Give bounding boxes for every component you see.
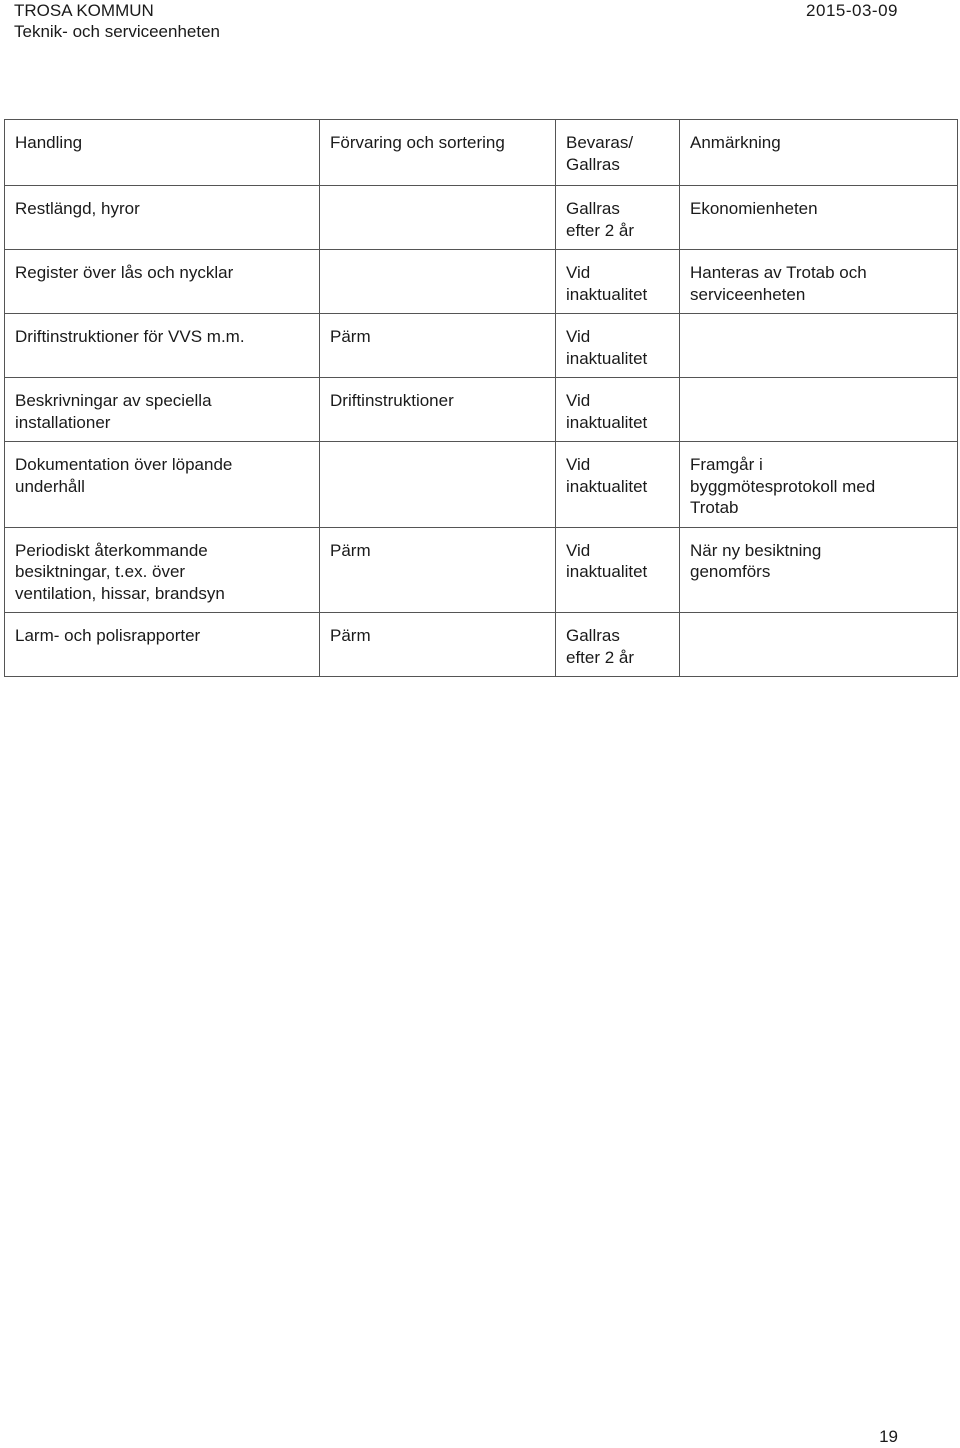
table-cell: Pärm <box>320 613 556 677</box>
table-cell: Ekonomienheten <box>680 186 958 250</box>
table-cell: Driftinstruktioner för VVS m.m. <box>5 314 320 378</box>
table-row <box>5 186 958 250</box>
organization-name: TROSA KOMMUN <box>14 1 154 20</box>
document-header <box>14 0 220 42</box>
table-cell: Pärm <box>320 527 556 613</box>
page-number: 19 <box>879 1427 898 1446</box>
document-date: 2015-03-09 <box>806 1 898 20</box>
table-cell: Dokumentation över löpande underhåll <box>5 442 320 528</box>
table-cell: Register över lås och nycklar <box>5 250 320 314</box>
table-cell: Vid inaktualitet <box>556 378 680 442</box>
table-cell <box>320 250 556 314</box>
table-cell: Vid inaktualitet <box>556 250 680 314</box>
column-header-handling: Handling <box>5 120 320 186</box>
table-cell: Vid inaktualitet <box>556 442 680 528</box>
table-cell: Gallras efter 2 år <box>556 186 680 250</box>
table-cell <box>680 613 958 677</box>
table-row <box>5 613 958 677</box>
column-header-remark: Anmärkning <box>680 120 958 186</box>
department-name: Teknik- och serviceenheten <box>14 22 221 41</box>
table-cell <box>680 378 958 442</box>
table-row <box>5 442 958 528</box>
records-table <box>4 119 958 677</box>
table-cell: Pärm <box>320 314 556 378</box>
table-cell: Larm- och polisrapporter <box>5 613 320 677</box>
table-header-row <box>5 120 958 186</box>
table-row <box>5 527 958 613</box>
table-cell: Vid inaktualitet <box>556 527 680 613</box>
table-cell: Beskrivningar av speciella installationer <box>5 378 320 442</box>
table-cell: Vid inaktualitet <box>556 314 680 378</box>
table-cell: Restlängd, hyror <box>5 186 320 250</box>
table-cell: Driftinstruktioner <box>320 378 556 442</box>
table-cell: Framgår i byggmötesprotokoll med Trotab <box>680 442 958 528</box>
table-cell: Hanteras av Trotab och serviceenheten <box>680 250 958 314</box>
table-row <box>5 250 958 314</box>
column-header-retention: Bevaras/ Gallras <box>556 120 680 186</box>
table-cell: När ny besiktning genomförs <box>680 527 958 613</box>
table-row <box>5 378 958 442</box>
table-cell <box>680 314 958 378</box>
table-cell: Periodiskt återkommande besiktningar, t.ex. över ventilation, hissar, brandsyn <box>5 527 320 613</box>
column-header-storage: Förvaring och sortering <box>320 120 556 186</box>
table-row <box>5 314 958 378</box>
table-cell <box>320 186 556 250</box>
table-cell: Gallras efter 2 år <box>556 613 680 677</box>
table-cell <box>320 442 556 528</box>
